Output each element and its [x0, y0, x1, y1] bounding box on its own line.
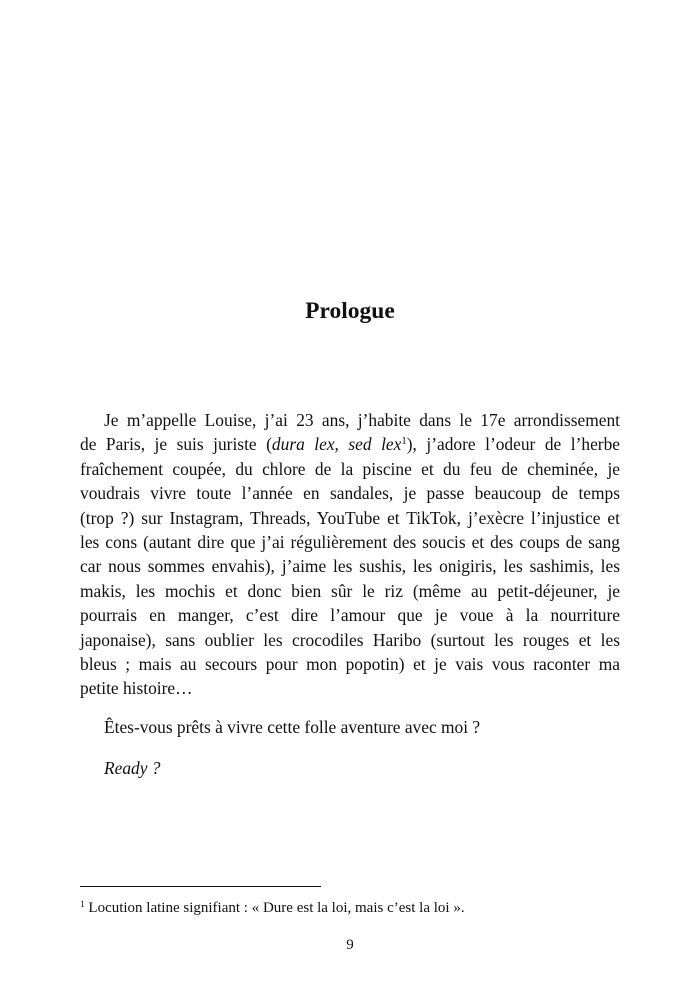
- page-number: 9: [346, 937, 354, 953]
- footnote-marker: 1: [80, 899, 85, 910]
- text-line: car nous sommes envahis), j’aime les sushis, les onigiris, les sashimis, les: [80, 556, 620, 577]
- footnote-separator: [80, 886, 321, 887]
- text-segment: de Paris, je suis juriste (: [80, 434, 272, 455]
- text-line: pourrais en manger, c’est dire l’amour que je voue à la nourriture: [80, 605, 620, 626]
- prologue-paragraph-1: [80, 408, 620, 701]
- text-line: makis, les mochis et donc bien sûr le riz (même au petit-déjeuner, je: [80, 580, 620, 601]
- text-line: les cons (autant dire que j’ai régulièrement des soucis et des coups de sang: [80, 532, 620, 553]
- chapter-title: Prologue: [305, 298, 395, 324]
- latin-phrase: dura lex, sed lex: [271, 434, 402, 455]
- text-line: voudrais vivre toute l’année en sandales, je passe beaucoup de temps: [80, 483, 620, 504]
- text-line: [80, 432, 620, 456]
- footnote: [80, 898, 465, 918]
- footnote-text: Locution latine signifiant : « Dure est la loi, mais c’est la loi ».: [84, 900, 465, 916]
- prologue-paragraph-3: Ready ?: [104, 758, 161, 778]
- text-segment: ), j’adore l’odeur de l’herbe: [406, 434, 620, 455]
- footnote-reference: 1: [401, 435, 407, 448]
- text-line: petite histoire…: [80, 678, 193, 699]
- text-line: (trop ?) sur Instagram, Threads, YouTube et TikTok, j’exècre l’injustice et: [80, 507, 620, 528]
- text-line: bleus ; mais au secours pour mon popotin) et je vais vous raconter ma: [80, 654, 620, 675]
- text-line: fraîchement coupée, du chlore de la piscine et du feu de cheminée, je: [80, 458, 620, 479]
- text-line: japonaise), sans oublier les crocodiles Haribo (surtout les rouges et les: [80, 629, 620, 650]
- text-line: Je m’appelle Louise, j’ai 23 ans, j’habite dans le 17e arrondissement: [104, 410, 620, 430]
- prologue-paragraph-2: Êtes-vous prêts à vivre cette folle aventure avec moi ?: [104, 717, 481, 737]
